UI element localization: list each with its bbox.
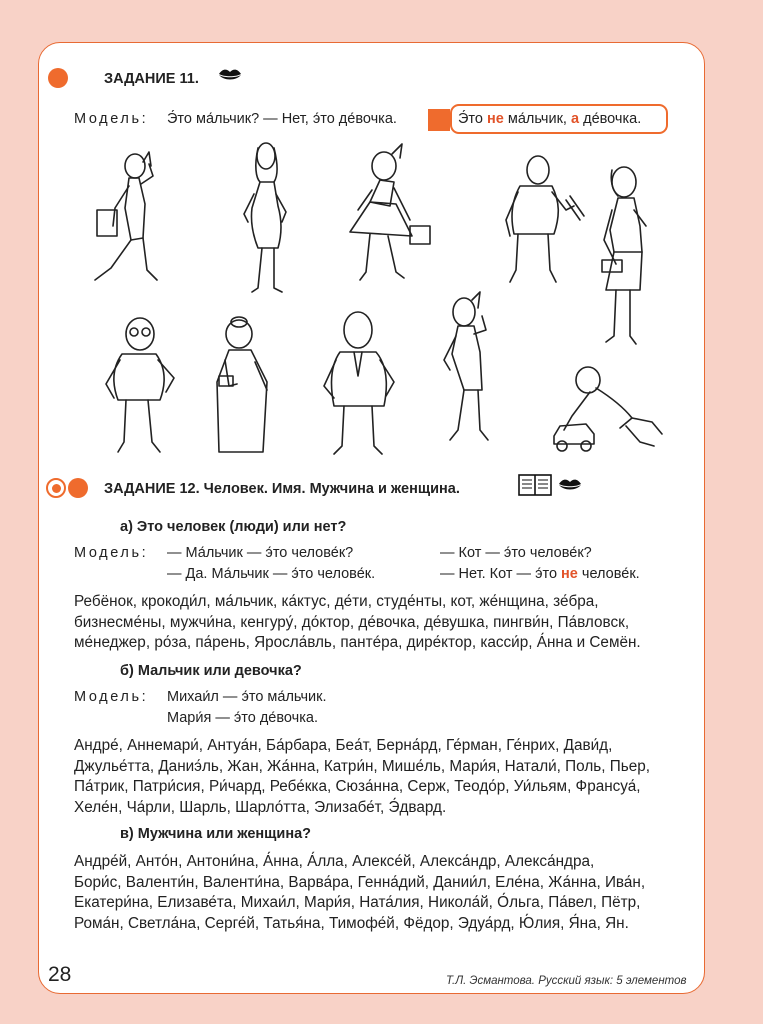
answer-text: ма́льчик, — [503, 111, 571, 127]
illustration-man-shirt — [500, 150, 588, 290]
book-credit: Т.Л. Эсмантова. Русский язык: 5 элементов — [446, 975, 687, 987]
word-line: бизнесме́ны, мужчи́на, кенгуру́, до́ктор, де́вочка, де́вушка, пингви́н, Па́вловск, — [74, 613, 630, 631]
illustration-grandmother — [205, 312, 279, 458]
illustration-young-woman — [238, 138, 298, 298]
model-label: Модель: — [74, 545, 149, 561]
word-list-c — [74, 852, 645, 934]
model-line: — Да. Ма́льчик — э́то челове́к. — [167, 566, 376, 582]
book-icon — [518, 473, 552, 497]
illustration-woman-clutch — [596, 160, 668, 350]
model-label: Модель: — [74, 111, 149, 127]
model-answer-box — [450, 104, 668, 134]
task11-title: ЗАДАНИЕ 11. — [104, 71, 199, 87]
word-line: Рома́н, Светла́на, Серге́й, Татья́на, Тимофе́й, Фёдор, Эдуа́рд, Ю́лия, Я́на, Ян. — [74, 914, 629, 932]
word-line: ме́неджер, ро́за, па́рень, Яросла́вль, пантéра, дире́ктор, касси́р, А́нна и Семён. — [74, 634, 641, 651]
word-line: Джулье́тта, Даниэ́ль, Жан, Жа́нна, Катри́н, Мише́ль, Мари́я, Натали́, Поль, Пьер, — [74, 757, 650, 775]
illustration-girl-handbag — [340, 140, 436, 288]
answer-ne: не — [487, 111, 504, 127]
model-line — [440, 566, 640, 582]
model-line: Мари́я — э́то де́вочка. — [167, 710, 318, 726]
circle-bullet-icon — [46, 478, 66, 498]
circle-bullet-icon — [48, 68, 68, 88]
circle-bullet-icon — [68, 478, 88, 498]
word-line: Па́трик, Патри́сия, Ри́чард, Ребе́кка, Сюза́нна, Серж, Теодо́р, Уи́льям, Франсуа́, — [74, 778, 641, 795]
word-line: Андре́й, Анто́н, Антони́на, А́нна, А́лла, Алексе́й, Алекса́ндр, Алекса́ндра, — [74, 853, 595, 870]
model-ne: не — [561, 566, 578, 582]
answer-a: а — [571, 111, 580, 127]
word-list-a — [74, 592, 641, 654]
illustration-woman-phone — [438, 290, 506, 450]
word-list-b — [74, 736, 650, 818]
model-label: Модель: — [74, 689, 149, 705]
subtask-b-title: б) Мальчик или девочка? — [120, 663, 302, 679]
illustration-boy-glasses — [96, 312, 188, 458]
subtask-a-title: а) Это человек (люди) или нет? — [120, 519, 347, 535]
answer-text: де́вочка. — [579, 111, 642, 127]
word-line: Екатери́на, Елизаве́та, Михаи́л, Мари́я, Ната́лия, Никола́й, О́льга, Па́вел, Пётр, — [74, 894, 641, 911]
task12-title: ЗАДАНИЕ 12. Человек. Имя. Мужчина и женщина. — [104, 481, 460, 497]
lips-icon — [558, 478, 582, 492]
illustration-boy-phone — [85, 148, 165, 296]
model-line: Михаи́л — э́то ма́льчик. — [167, 689, 327, 705]
model-text: — Нет. Кот — э́то — [440, 566, 562, 582]
word-line: Хеле́н, Ча́рли, Шарль, Шарло́тта, Элизабе́т, Э́двард. — [74, 798, 447, 816]
word-line: Ребёнок, крокоди́л, ма́льчик, ка́ктус, де́ти, студе́нты, кот, же́нщина, зе́бра, — [74, 593, 599, 610]
model-question: Э́то ма́льчик? — Нет, э́то де́вочка. — [167, 111, 397, 127]
subtask-c-title: в) Мужчина или женщина? — [120, 826, 311, 842]
illustration-man-tie — [318, 306, 402, 458]
answer-text: Э́то — [458, 111, 487, 127]
word-line: Андре́, Аннемари́, Антуа́н, Ба́рбара, Беа́т, Берна́рд, Ге́рман, Ге́нрих, Дави́д, — [74, 737, 613, 754]
model-line: — Кот — э́то челове́к? — [440, 545, 592, 561]
square-marker — [428, 109, 450, 131]
illustration-boy-toy-car — [550, 364, 668, 456]
model-line: — Ма́льчик — э́то челове́к? — [167, 545, 354, 561]
lips-icon — [218, 68, 242, 82]
word-line: Бори́с, Валенти́н, Валенти́на, Варва́ра, Генна́дий, Дании́л, Еле́на, Жа́нна, Ива́н, — [74, 873, 646, 891]
model-text: челове́к. — [577, 566, 640, 582]
page-number: 28 — [48, 963, 72, 986]
